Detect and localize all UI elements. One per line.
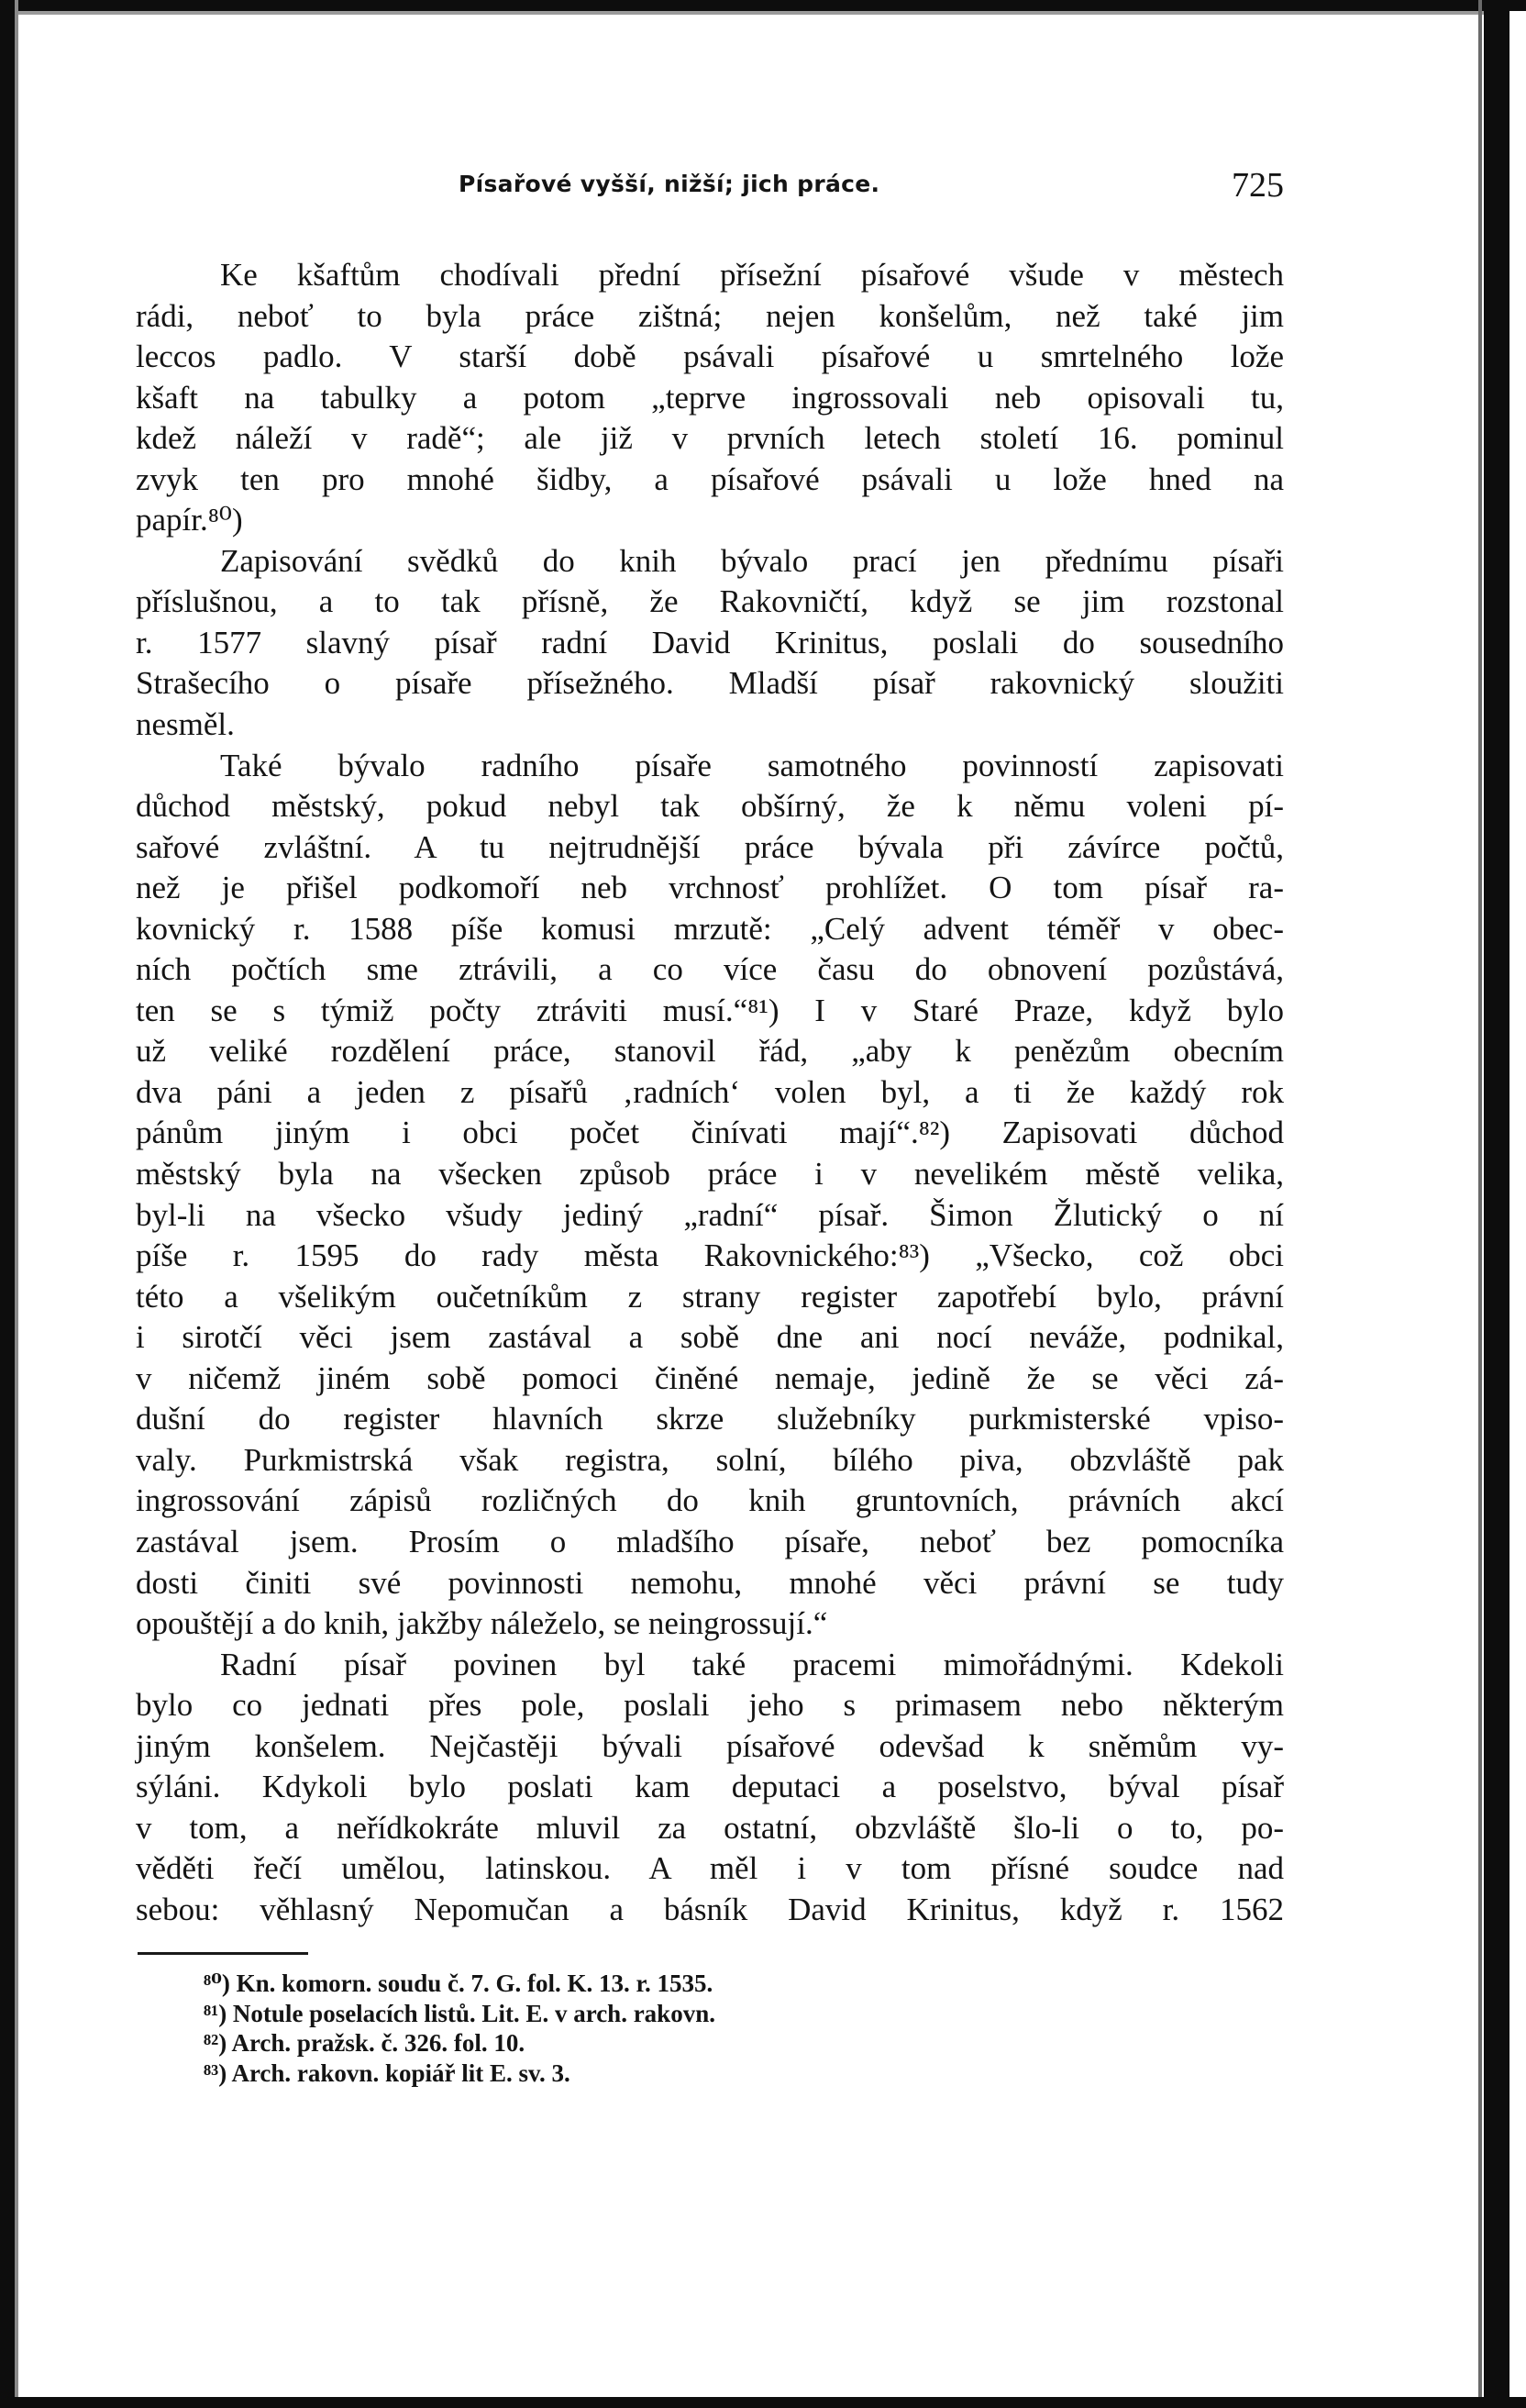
- text-line: příslušnou, a to tak přísně, že Rakovničtí, když se jim rozstonal: [136, 583, 1284, 620]
- text-line: bylo co jednati přes pole, poslali jeho s primasem nebo některým: [136, 1687, 1284, 1724]
- text-line: jiným konšelem. Nejčastěji bývali písařové odevšad k sněmům vy-: [136, 1727, 1284, 1764]
- text-line: věděti řečí umělou, latinskou. A měl i v tom přísné soudce nad: [136, 1850, 1284, 1887]
- text-line: zastával jsem. Prosím o mladšího písaře, neboť bez pomocníka: [136, 1523, 1284, 1559]
- text-line: než je přišel podkomoří neb vrchnosť prohlížet. O tom písař ra-: [136, 870, 1284, 906]
- scan-border-top-shadow: [0, 11, 1484, 15]
- text-line: nesměl.: [136, 706, 235, 743]
- text-line: této a všelikým oučetníkům z strany register zapotřebí bylo, právní: [136, 1278, 1284, 1315]
- text-line: Zapisování svědků do knih bývalo prací jen přednímu písaři: [220, 542, 1284, 579]
- footnote-83: ⁸³) Arch. rakovn. kopiář lit E. sv. 3.: [204, 2058, 570, 2087]
- text-line: sebou: věhlasný Nepomučan a básník David Krinitus, když r. 1562: [136, 1891, 1284, 1927]
- footnote-rule: [138, 1952, 308, 1955]
- text-line: Strašecího o písaře přísežného. Mladší písař rakovnický sloužiti: [136, 665, 1284, 702]
- text-line: dosti činiti své povinnosti nemohu, mnohé věci právní se tudy: [136, 1564, 1284, 1601]
- running-title: Písařové vyšší, nižší; jich práce.: [459, 171, 880, 197]
- text-line: papír.⁸⁰): [136, 502, 243, 538]
- text-line: pánům jiným i obci počet činívati mají“.⁸²) Zapisovati důchod: [136, 1115, 1284, 1151]
- page-number: 725: [1232, 166, 1284, 205]
- text-line: leccos padlo. V starší době psávali písařové u smrtelného lože: [136, 338, 1284, 375]
- text-line: Ke kšaftům chodívali přední přísežní písařové všude v městech: [220, 257, 1284, 293]
- text-line: ten se s týmiž počty ztráviti musí.“⁸¹) I v Staré Praze, když bylo: [136, 992, 1284, 1028]
- footnote-81: ⁸¹) Notule poselacích listů. Lit. E. v arch. rakovn.: [204, 1999, 715, 2027]
- text-line: v ničemž jiném sobě pomoci činěné nemaje, jedině že se věci zá-: [136, 1359, 1284, 1396]
- text-line: ních počtích sme ztrávili, a co více času do obnovení pozůstává,: [136, 951, 1284, 988]
- scan-border-left-shadow: [15, 0, 18, 2408]
- text-line: městský byla na všecken způsob práce i v nevelikém městě velika,: [136, 1156, 1284, 1193]
- text-line: kdež náleží v radě“; ale již v prvních letech století 16. pominul: [136, 420, 1284, 457]
- text-line: dušní do register hlavních skrze služebníky purkmisterské vpiso-: [136, 1401, 1284, 1437]
- text-line: rádi, neboť to byla práce zištná; nejen konšelům, než také jim: [136, 297, 1284, 334]
- paragraph-4: [136, 1645, 1284, 1931]
- text-line: kovnický r. 1588 píše komusi mrzutě: „Celý advent téměř v obec-: [136, 910, 1284, 947]
- scan-border-bottom: [0, 2397, 1526, 2408]
- text-line: sařové zvláštní. A tu nejtrudnější práce bývala při závírce počtů,: [136, 828, 1284, 865]
- paragraph-1: [136, 255, 1284, 541]
- text-line: kšaft na tabulky a potom „teprve ingrossovali neb opisovali tu,: [136, 379, 1284, 416]
- text-line: ingrossování zápisů rozličných do knih gruntovních, právních akcí: [136, 1482, 1284, 1519]
- text-line: dva páni a jeden z písařů ‚radních‘ volen byl, a ti že každý rok: [136, 1073, 1284, 1110]
- footnote-80: ⁸⁰) Kn. komorn. soudu č. 7. G. fol. K. 13. r. 1535.: [204, 1970, 713, 1997]
- text-line: i sirotčí věci jsem zastával a sobě dne ani nocí neváže, podnikal,: [136, 1319, 1284, 1356]
- text-line: Radní písař povinen byl také pracemi mimořádnými. Kdekoli: [220, 1646, 1284, 1682]
- paragraph-3: [136, 746, 1284, 1645]
- scan-border-right-shadow: [1478, 0, 1482, 2408]
- scan-border-right: [1484, 0, 1509, 2408]
- running-head: [138, 165, 1284, 211]
- text-line: Také bývalo radního písaře samotného povinností zapisovati: [220, 747, 1284, 783]
- scan-border-top: [0, 0, 1526, 11]
- text-line: byl-li na všecko všudy jediný „radní“ písař. Šimon Žlutický o ní: [136, 1196, 1284, 1233]
- text-line: v tom, a neřídkokráte mluvil za ostatní, obzvláště šlo-li o to, po-: [136, 1809, 1284, 1846]
- text-line: píše r. 1595 do rady města Rakovnického:⁸³) „Všecko, což obci: [136, 1237, 1284, 1274]
- text-line: r. 1577 slavný písař radní David Krinitus, poslali do sousedního: [136, 624, 1284, 660]
- paragraph-2: [136, 541, 1284, 746]
- body-text: [136, 255, 1284, 1930]
- text-line: důchod městský, pokud nebyl tak obšírný, že k němu voleni pí-: [136, 788, 1284, 825]
- text-line: zvyk ten pro mnohé šidby, a písařové psávali u lože hned na: [136, 461, 1284, 497]
- text-line: už veliké rozdělení práce, stanovil řád, „aby k penězům obecním: [136, 1033, 1284, 1070]
- text-line: sýláni. Kdykoli bylo poslati kam deputaci a poselstvo, býval písař: [136, 1769, 1284, 1805]
- scan-border-left: [0, 0, 15, 2408]
- text-line: valy. Purkmistrská však registra, solní, bílého piva, obzvláště pak: [136, 1441, 1284, 1478]
- footnotes: [204, 1969, 1029, 2088]
- footnote-82: ⁸²) Arch. pražsk. č. 326. fol. 10.: [204, 2029, 525, 2057]
- text-line: opouštějí a do knih, jakžby náleželo, se neingrossují.“: [136, 1605, 828, 1642]
